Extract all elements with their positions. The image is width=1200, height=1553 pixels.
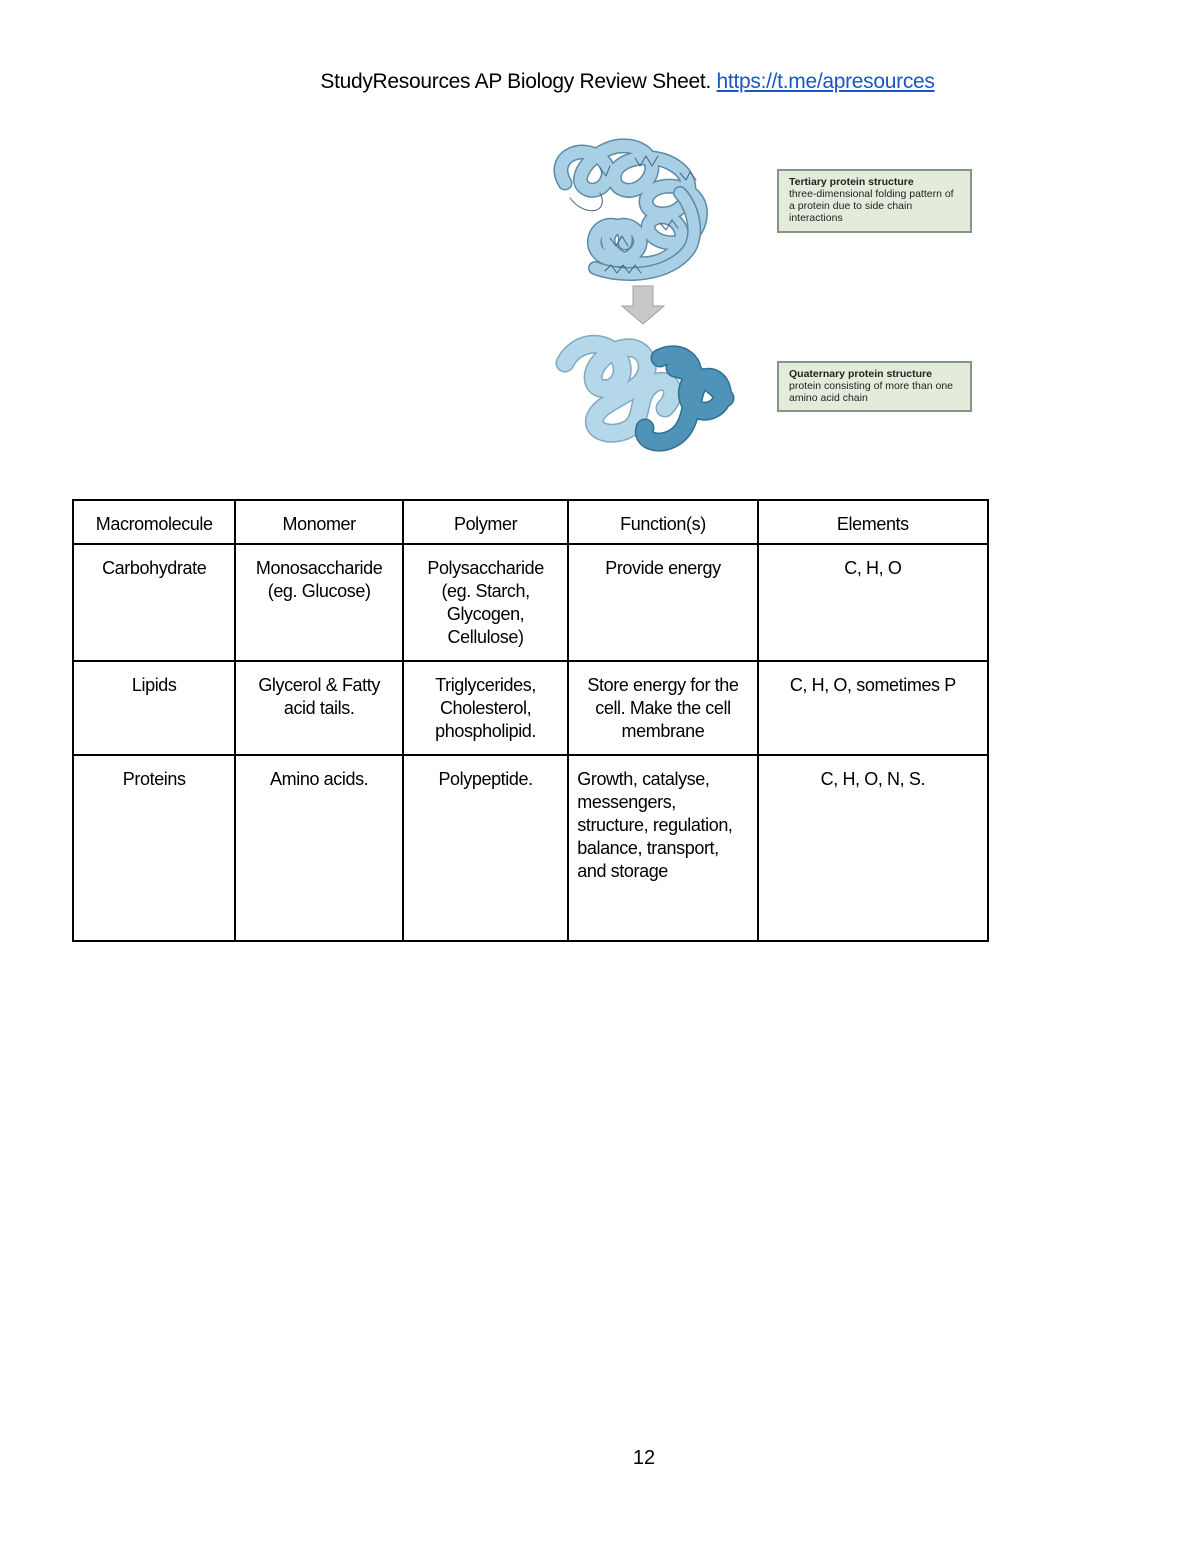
table-cell: C, H, O, sometimes P [758, 661, 988, 755]
table-cell: Store energy for the cell. Make the cell membrane [568, 661, 757, 755]
tertiary-caption-title: Tertiary protein structure [789, 176, 914, 188]
table-cell: Carbohydrate [73, 544, 235, 661]
column-header: Elements [758, 500, 988, 544]
macromolecule-table [72, 499, 989, 942]
table-row [73, 661, 988, 755]
table-cell: Amino acids. [235, 755, 403, 941]
column-header: Function(s) [568, 500, 757, 544]
tertiary-structure-illustration [561, 146, 700, 274]
table-header-row [73, 500, 988, 544]
quaternary-caption-title: Quaternary protein structure [789, 368, 932, 380]
table-cell: Provide energy [568, 544, 757, 661]
header-title: StudyResources AP Biology Review Sheet. [320, 70, 711, 93]
tertiary-caption [777, 169, 972, 233]
column-header: Polymer [403, 500, 568, 544]
page-number: 12 [632, 1447, 656, 1469]
quaternary-structure-illustration [565, 344, 725, 442]
table-cell: C, H, O [758, 544, 988, 661]
quaternary-caption [777, 361, 972, 412]
header-link[interactable]: https://t.me/apresources [716, 70, 935, 93]
quaternary-caption-text: protein consisting of more than one amino acid chain [789, 380, 954, 404]
protein-structure-figure [540, 128, 990, 458]
table-cell: Lipids [73, 661, 235, 755]
table-cell: Glycerol & Fatty acid tails. [235, 661, 403, 755]
table-row [73, 544, 988, 661]
table-row [73, 755, 988, 941]
table-cell: Polypeptide. [403, 755, 568, 941]
table-cell: Proteins [73, 755, 235, 941]
table-cell: Polysaccharide (eg. Starch, Glycogen, Cellulose) [403, 544, 568, 661]
page-header [0, 70, 1200, 94]
table-cell: Triglycerides, Cholesterol, phospholipid. [403, 661, 568, 755]
table-cell: C, H, O, N, S. [758, 755, 988, 941]
table-cell: Growth, catalyse, messengers, structure, regulation, balance, transport, and storage [568, 755, 757, 941]
tertiary-caption-text: three-dimensional folding pattern of a protein due to side chain interactions [789, 188, 954, 224]
column-header: Macromolecule [73, 500, 235, 544]
table-cell: Monosaccharide (eg. Glucose) [235, 544, 403, 661]
down-arrow-icon [622, 286, 664, 324]
column-header: Monomer [235, 500, 403, 544]
